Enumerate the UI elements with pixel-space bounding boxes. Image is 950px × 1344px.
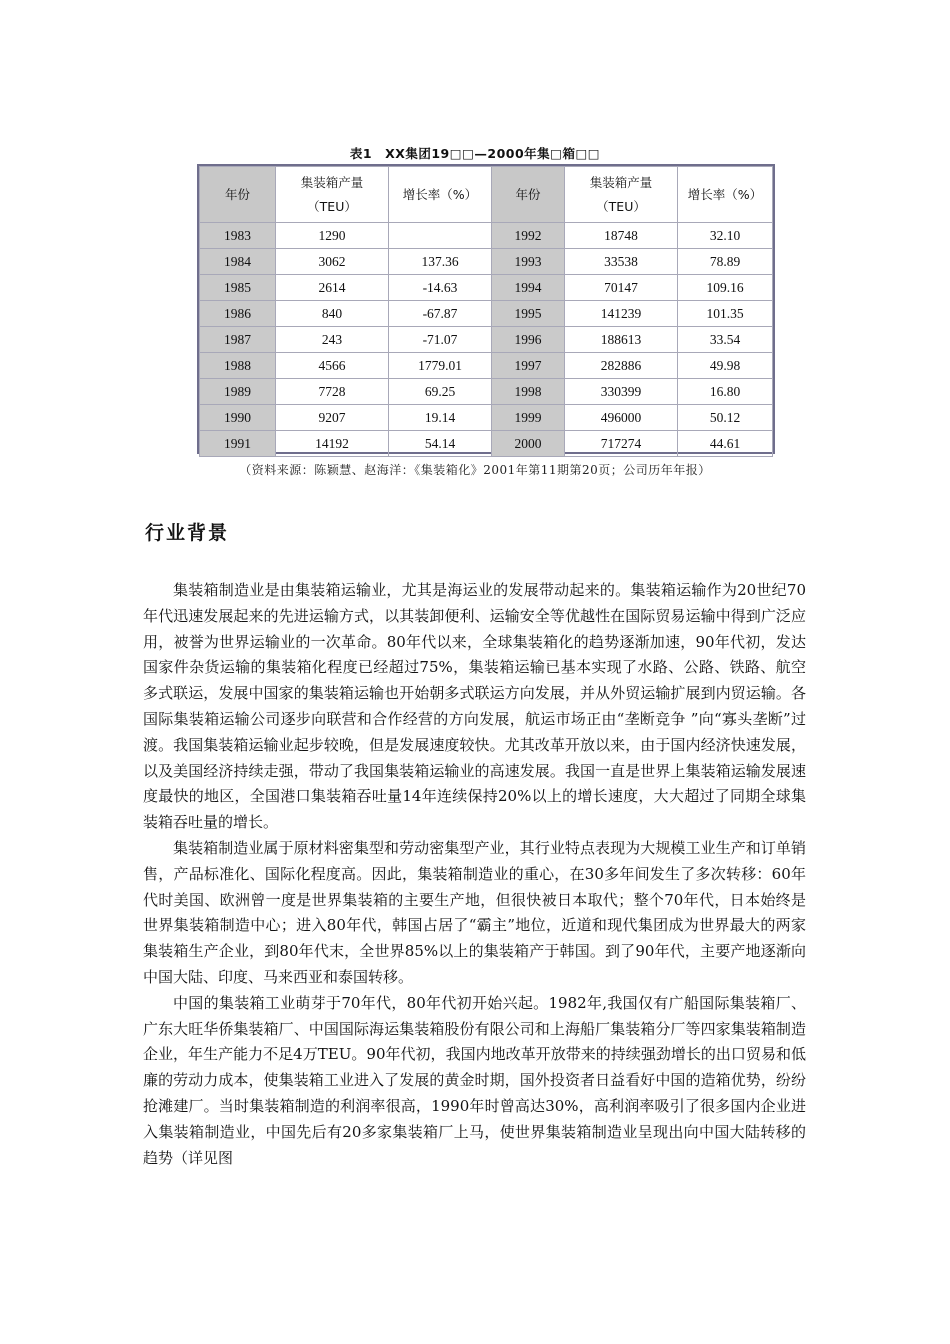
header-output-label: 集装箱产量 [300,174,364,190]
growth-cell-right: 49.98 [678,353,773,379]
year-cell-right: 1992 [492,223,565,249]
growth-cell-left: 19.14 [389,405,492,431]
growth-cell-left: -71.07 [389,327,492,353]
output-cell-right: 33538 [565,249,678,275]
growth-cell-left: 1779.01 [389,353,492,379]
table-row [200,223,773,249]
header-output-unit: （TEU） [307,198,357,214]
growth-cell-left [389,223,492,249]
header-year-left: 年份 [200,167,276,223]
growth-cell-right: 78.89 [678,249,773,275]
section-title: 行业背景 [145,522,230,544]
output-cell-right: 330399 [565,379,678,405]
table-caption: 表1 XX集团19□□—2000年集□箱□□ [349,146,601,161]
year-cell-right: 1998 [492,379,565,405]
header-output-right [565,167,678,223]
year-cell-right: 1999 [492,405,565,431]
output-cell-right: 70147 [565,275,678,301]
table-row [200,431,773,457]
header-growth-right: 增长率（%） [678,167,773,223]
output-cell-left: 4566 [276,353,389,379]
growth-cell-right: 32.10 [678,223,773,249]
output-cell-left: 840 [276,301,389,327]
output-cell-right: 18748 [565,223,678,249]
output-cell-left: 2614 [276,275,389,301]
table-header-row [200,167,773,223]
table-source-note: （资料来源：陈颖慧、赵海洋：《集装箱化》2001年第11期第20页；公司历年年报） [239,463,711,477]
year-cell-left: 1986 [200,301,276,327]
year-cell-left: 1990 [200,405,276,431]
growth-cell-left: -14.63 [389,275,492,301]
growth-cell-right: 50.12 [678,405,773,431]
year-cell-right: 1995 [492,301,565,327]
year-cell-left: 1991 [200,431,276,457]
header-year-right: 年份 [492,167,565,223]
table-row [200,379,773,405]
output-cell-left: 3062 [276,249,389,275]
year-cell-right: 1997 [492,353,565,379]
paragraph-3: 中国的集装箱工业萌芽于70年代，80年代初开始兴起。1982年,我国仅有广船国际集装箱厂、广东大旺华侨集装箱厂、中国国际海运集装箱股份有限公司和上海船厂集装箱分厂等四家集装箱制造企业，年生产能力不足4万TEU。90年代初，我国内地改革开放带来的持续强劲增长的出口贸易和低廉的劳动力成本，使集装箱工业进入了发展的黄金时期，国外投资者日益看好中国的造箱优势，纷纷抢滩建厂。当时集装箱制造的利润率很高，1990年时曾高达30%，高利润率吸引了很多国内企业进入集装箱制造业，中国先后有20多家集装箱厂上马，使世界集装箱制造业呈现出向中国大陆转移的趋势（详见图 [143,993,806,1167]
header-output-label: 集装箱产量 [589,174,653,190]
output-cell-left: 7728 [276,379,389,405]
header-growth-left: 增长率（%） [389,167,492,223]
output-cell-left: 1290 [276,223,389,249]
production-table [197,164,775,454]
growth-cell-left: 69.25 [389,379,492,405]
year-cell-left: 1987 [200,327,276,353]
output-cell-right: 141239 [565,301,678,327]
growth-cell-right: 101.35 [678,301,773,327]
growth-cell-right: 16.80 [678,379,773,405]
table-row [200,275,773,301]
year-cell-left: 1985 [200,275,276,301]
output-cell-left: 9207 [276,405,389,431]
year-cell-right: 1993 [492,249,565,275]
year-cell-right: 1994 [492,275,565,301]
output-cell-left: 243 [276,327,389,353]
table-row [200,327,773,353]
year-cell-right: 1996 [492,327,565,353]
table-row [200,405,773,431]
growth-cell-right: 33.54 [678,327,773,353]
growth-cell-right: 109.16 [678,275,773,301]
header-output-unit: （TEU） [596,198,646,214]
body-text [143,578,806,1171]
table-row [200,301,773,327]
growth-cell-right: 44.61 [678,431,773,457]
year-cell-left: 1988 [200,353,276,379]
output-cell-right: 496000 [565,405,678,431]
year-cell-right: 2000 [492,431,565,457]
year-cell-left: 1983 [200,223,276,249]
table-row [200,249,773,275]
output-cell-right: 717274 [565,431,678,457]
growth-cell-left: 137.36 [389,249,492,275]
year-cell-left: 1989 [200,379,276,405]
paragraph-1: 集装箱制造业是由集装箱运输业，尤其是海运业的发展带动起来的。集装箱运输作为20世纪70年代迅速发展起来的先进运输方式，以其装卸便利、运输安全等优越性在国际贸易运输中得到广泛应用，被誉为世界运输业的一次革命。80年代以来，全球集装箱化的趋势逐渐加速，90年代初，发达国家件杂货运输的集装箱化程度已经超过75%，集装箱运输已基本实现了水路、公路、铁路、航空多式联运，发展中国家的集装箱运输也开始朝多式联运方向发展，并从外贸运输扩展到内贸运输。各国际集装箱运输公司逐步向联营和合作经营的方向发展，航运市场正由“垄断竞争 ”向“寡头垄断”过渡。我国集装箱运输业起步较晚，但是发展速度较快。尤其改革开放以来，由于国内经济快速发展，以及美国经济持续走强，带动了我国集装箱运输业的高速发展。我国一直是世界上集装箱运输发展速度最快的地区，全国港口集装箱吞吐量14年连续保持20%以上的增长速度，大大超过了同期全球集装箱吞吐量的增长。 [143,581,806,832]
year-cell-left: 1984 [200,249,276,275]
output-cell-right: 188613 [565,327,678,353]
growth-cell-left: 54.14 [389,431,492,457]
growth-cell-left: -67.87 [389,301,492,327]
header-output-left [276,167,389,223]
output-cell-right: 282886 [565,353,678,379]
table-row [200,353,773,379]
paragraph-2: 集装箱制造业属于原材料密集型和劳动密集型产业，其行业特点表现为大规模工业生产和订单销售，产品标准化、国际化程度高。因此，集装箱制造业的重心，在30多年间发生了多次转移：60年代时美国、欧洲曾一度是世界集装箱的主要生产地，但很快被日本取代；整个70年代，日本始终是世界集装箱制造中心；进入80年代，韩国占居了“霸主”地位，近道和现代集团成为世界最大的两家集装箱生产企业，到80年代末，全世界85%以上的集装箱产于韩国。到了90年代，主要产地逐渐向中国大陆、印度、马来西亚和泰国转移。 [143,838,806,986]
table-body [200,223,773,457]
output-cell-left: 14192 [276,431,389,457]
